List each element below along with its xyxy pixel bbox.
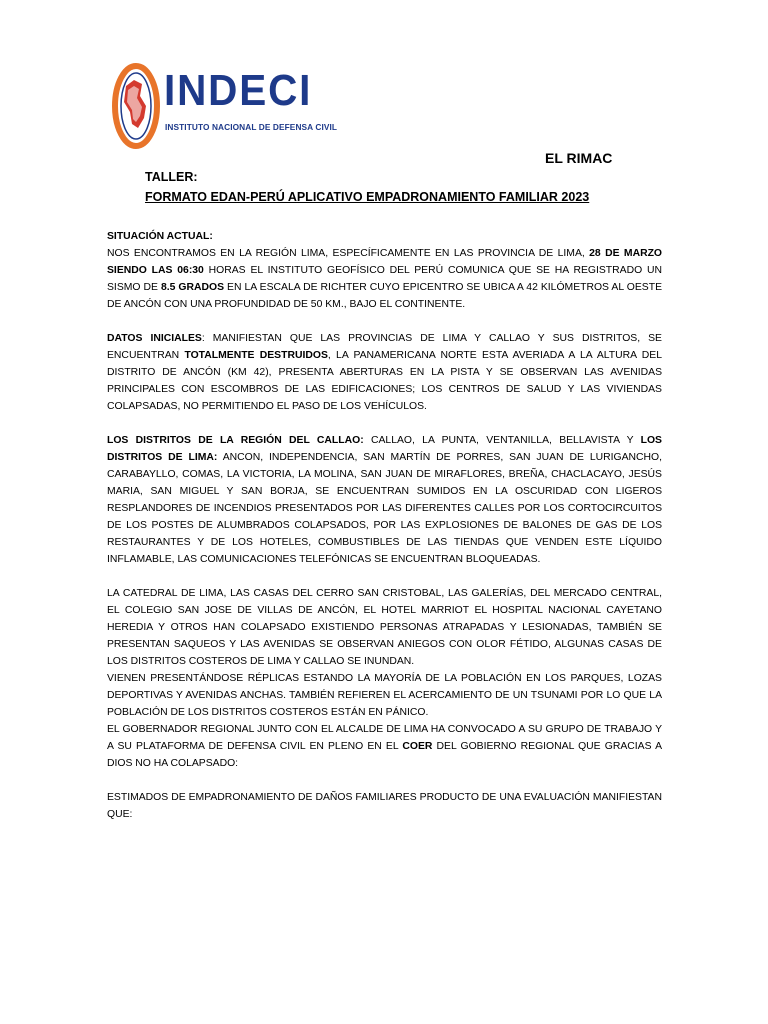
document-body — [107, 228, 662, 823]
logo-wordmark: INDECI — [164, 66, 313, 115]
distritos-paragraph: LOS DISTRITOS DE LA REGIÓN DEL CALLAO: CALLAO, LA PUNTA, VENTANILLA, BELLAVISTA Y LOS DISTRITOS DE LIMA: ANCON, INDEPENDENCIA, SAN MARTÍN DE PORRES, SAN JUAN DE LURIGANCHO, CARABAYLLO, COMAS, LA VICTORIA, LA MOLINA, SAN JUAN DE MIRAFLORES, BREÑA, CHACLACAYO, JESÚS MARIA, SAN MIGUEL Y SAN BORJA, SE ENCUENTRAN SUMIDOS EN LA OSCURIDAD CON LIGEROS RESPLANDORES DE INCENDIOS PRESENTADOS POR LAS DIFERENTES CALLES POR LOS CORTOCIRCUITOS DE LOS POSTES DE ALUMBRADOS COLAPSADOS, POR LAS EXPLOSIONES DE BALONES DE GAS DE LOS RESTAURANTES Y DE LOS HOTELES, COMBUSTIBLES DE LAS TIENDAS QUE VENDEN ESTE LÍQUIDO INFLAMABLE, LAS COMUNICACIONES TELEFÓNICAS SE ENCUENTRAN BLOQUEADAS. — [107, 435, 662, 565]
section-heading: SITUACIÓN ACTUAL: — [107, 231, 213, 242]
indeci-logo — [112, 62, 338, 152]
document-title: FORMATO EDAN-PERÚ APLICATIVO EMPADRONAMIENTO FAMILIAR 2023 — [145, 190, 590, 204]
estimados-paragraph: ESTIMADOS DE EMPADRONAMIENTO DE DAÑOS FAMILIARES PRODUCTO DE UNA EVALUACIÓN MANIFIESTAN QUE: — [107, 792, 662, 820]
gobernador-paragraph: EL GOBERNADOR REGIONAL JUNTO CON EL ALCALDE DE LIMA HA CONVOCADO A SU GRUPO DE TRABAJO Y A SU PLATAFORMA DE DEFENSA CIVIL EN PLENO EN EL COER DEL GOBIERNO REGIONAL QUE GRACIAS A DIOS NO HA COLAPSADO: — [107, 724, 662, 769]
datos-iniciales-paragraph: DATOS INICIALES: MANIFIESTAN QUE LAS PROVINCIAS DE LIMA Y CALLAO Y SUS DISTRITOS, SE ENCUENTRAN TOTALMENTE DESTRUIDOS, LA PANAMERICANA NORTE ESTA AVERIADA A LA ALTURA DEL DISTRITO DE ANCÓN (KM 42), PRESENTA ABERTURAS EN LA PISTA Y SE OBSERVAN LAS AVENIDAS PRINCIPALES CON ESCOMBROS DE LAS EDIFICACIONES; LOS CENTROS DE SALUD Y LAS VIVIENDAS COLAPSADAS, NO PERMITIENDO EL PASO DE LOS VEHÍCULOS. — [107, 333, 662, 412]
logo-subtitle: INSTITUTO NACIONAL DE DEFENSA CIVIL — [165, 122, 338, 132]
taller-label: TALLER: — [145, 170, 198, 184]
location-label: EL RIMAC — [545, 150, 613, 166]
replicas-paragraph: VIENEN PRESENTÁNDOSE RÉPLICAS ESTANDO LA MAYORÍA DE LA POBLACIÓN EN LOS PARQUES, LOZAS DEPORTIVAS Y AVENIDAS ANCHAS. TAMBIÉN REFIEREN EL ACERCAMIENTO DE UN TSUNAMI POR LO QUE LA POBLACIÓN DE LOS DISTRITOS COSTEROS ESTÁN EN PÁNICO. — [107, 673, 662, 718]
catedral-paragraph: LA CATEDRAL DE LIMA, LAS CASAS DEL CERRO SAN CRISTOBAL, LAS GALERÍAS, DEL MERCADO CENTRAL, EL COLEGIO SAN JOSE DE VILLAS DE ANCÓN, EL HOTEL MARRIOT EL HOSPITAL NACIONAL CAYETANO HEREDIA Y OTROS HAN COLAPSADO EXISTIENDO PERSONAS ATRAPADAS Y LESIONADAS, TAMBIÉN SE PRESENTAN SAQUEOS Y LAS AVENIDAS SE OBSERVAN ANIEGOS CON OLOR FÉTIDO, ALGUNAS CASAS DE LOS DISTRITOS COSTEROS DE LIMA Y CALLAO SE INUNDAN. — [107, 588, 662, 667]
situacion-paragraph: NOS ENCONTRAMOS EN LA REGIÓN LIMA, ESPECÍFICAMENTE EN LAS PROVINCIA DE LIMA, 28 DE MARZO SIENDO LAS 06:30 HORAS EL INSTITUTO GEOFÍSICO DEL PERÚ COMUNICA QUE SE HA REGISTRADO UN SISMO DE 8.5 GRADOS EN LA ESCALA DE RICHTER CUYO EPICENTRO SE UBICA A 42 KILÓMETROS AL OESTE DE ANCÓN CON UNA PROFUNDIDAD DE 50 KM., BAJO EL CONTINENTE. — [107, 248, 663, 310]
indeci-emblem-icon — [112, 62, 162, 150]
